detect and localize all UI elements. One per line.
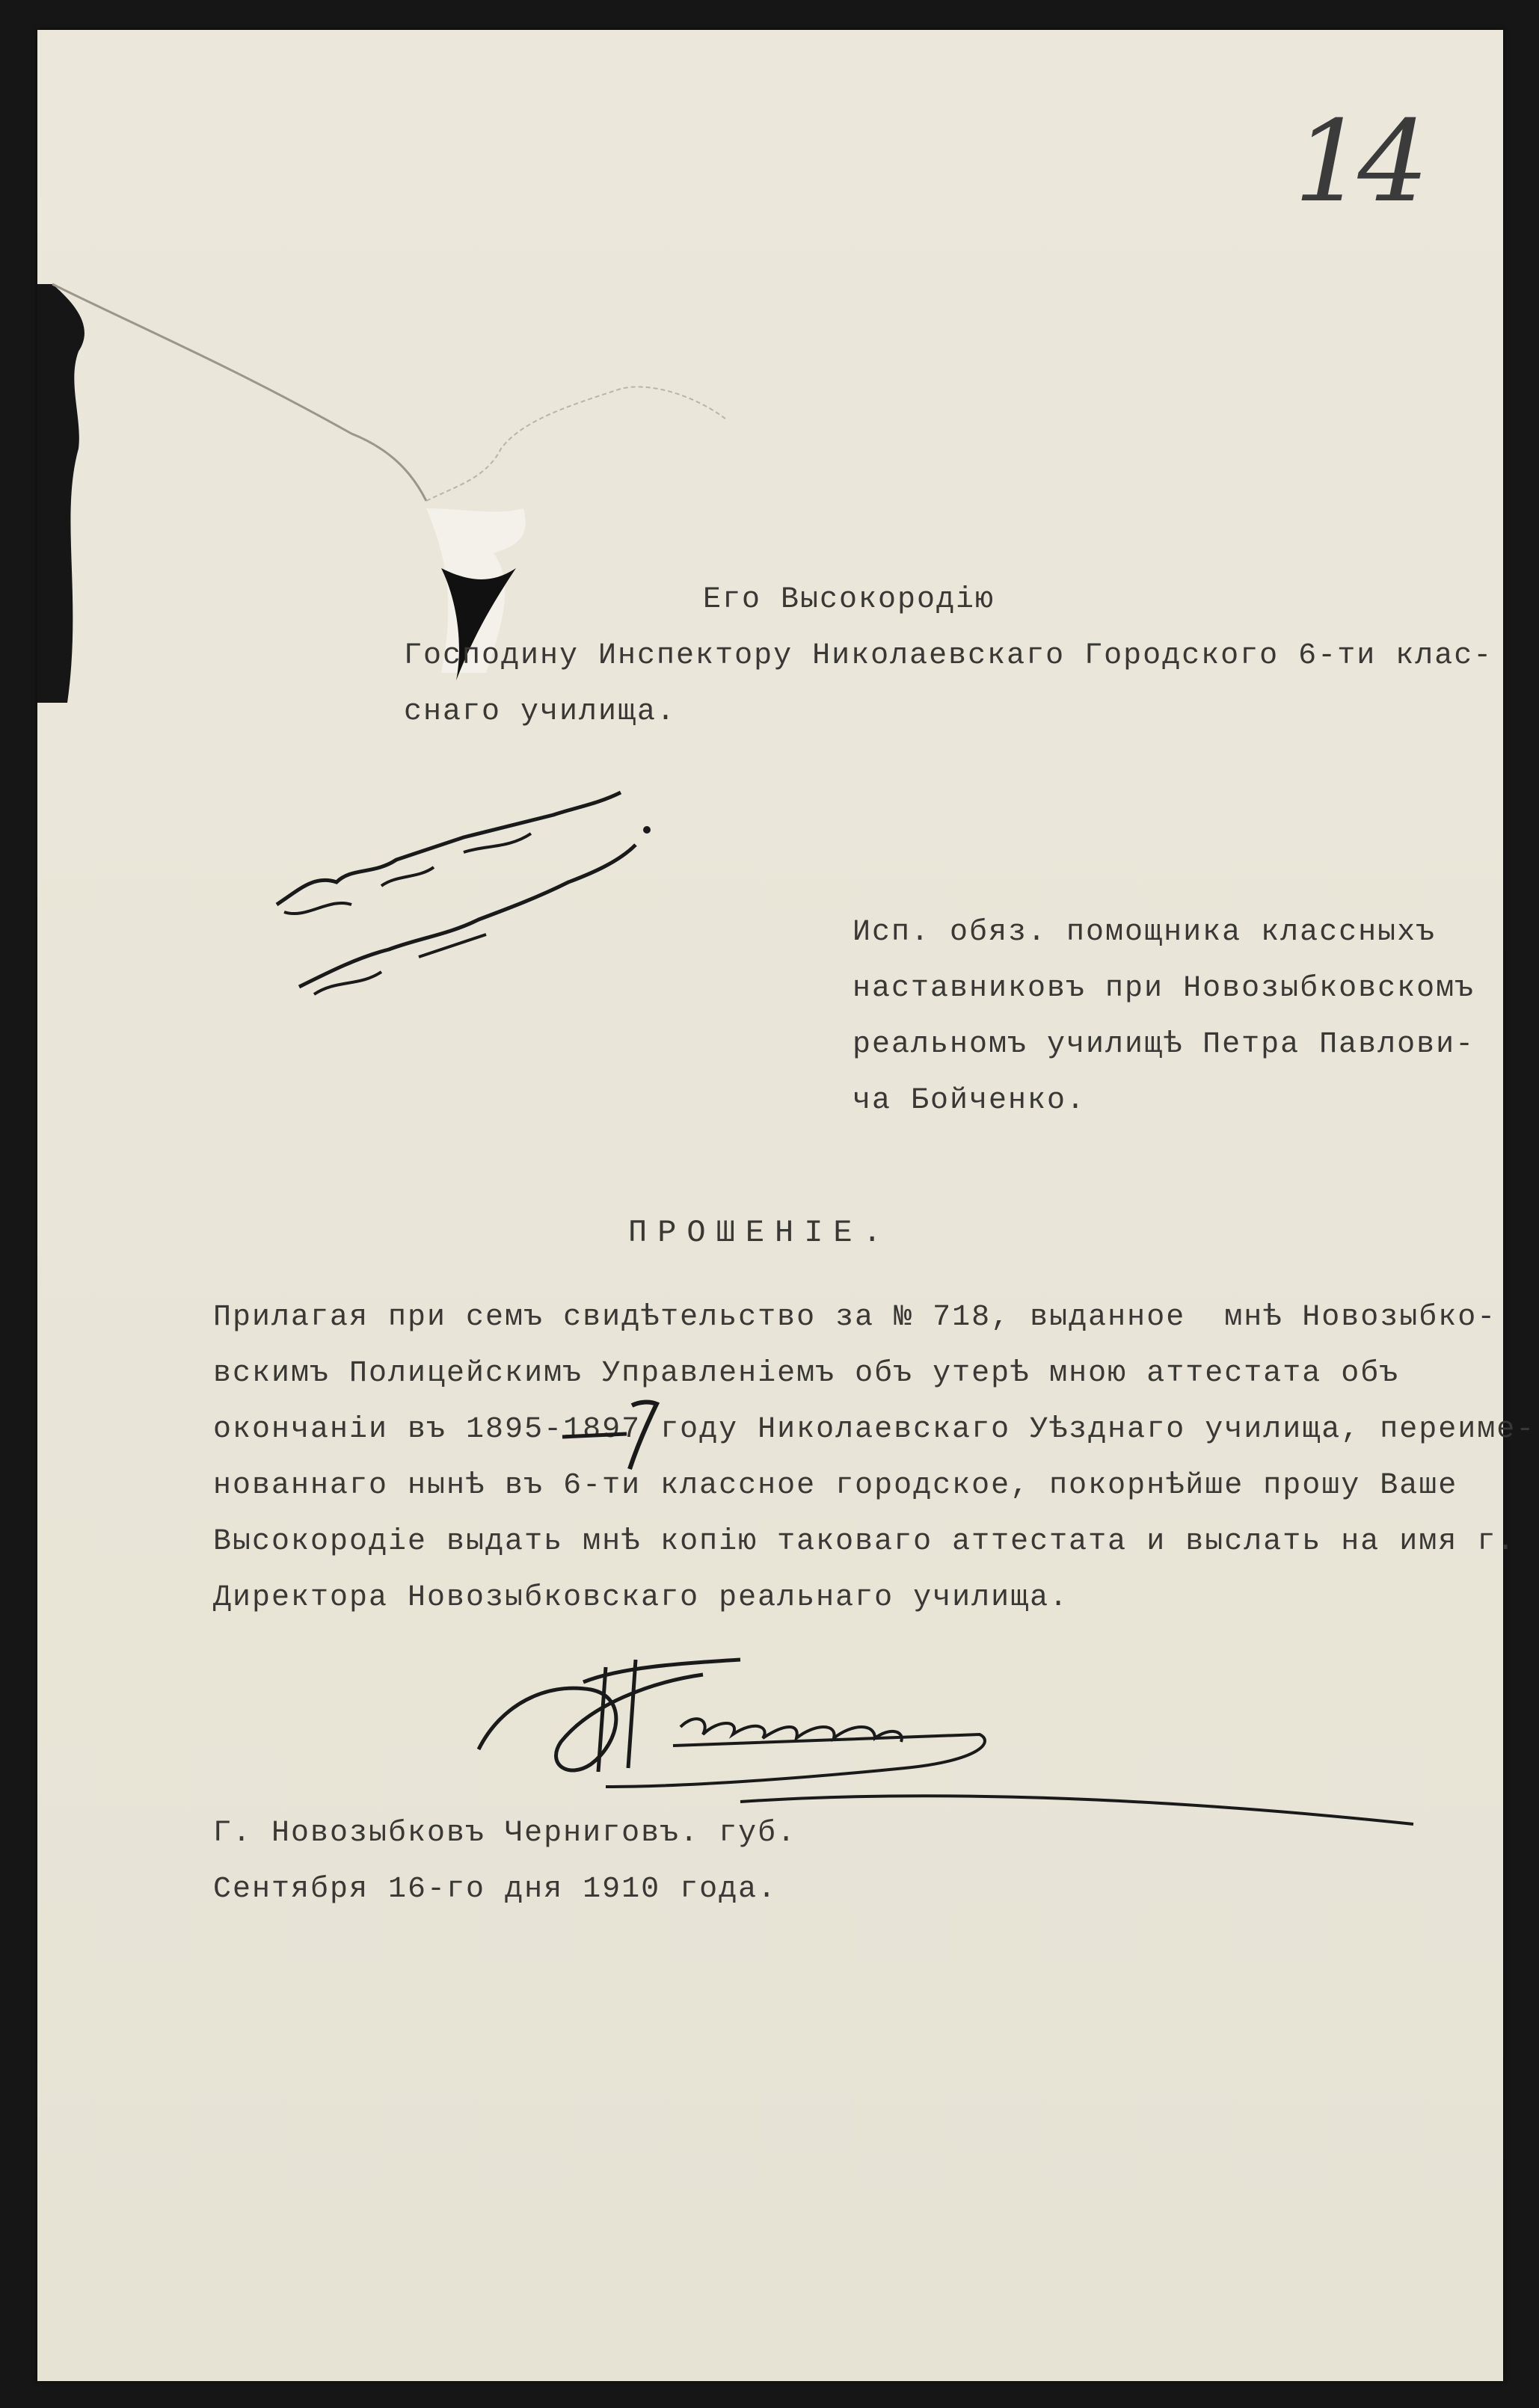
signature <box>456 1637 1428 1832</box>
body-line-2: вскимъ Полицейскимъ Управленіемъ объ утерѣ мною аттестата объ <box>213 1357 1400 1391</box>
sender-line-4: ча Бойченко. <box>853 1084 1087 1118</box>
body-line-6: Директора Новозыбковскаго реальнаго училища. <box>213 1581 1069 1615</box>
document-heading: ПРОШЕНIЕ. <box>628 1215 892 1251</box>
sender-line-1: Исп. обяз. помощника классныхъ <box>853 916 1437 949</box>
document-sheet <box>37 30 1536 2381</box>
place-line: Г. Новозыбковъ Черниговъ. губ. <box>213 1817 797 1850</box>
handwritten-correction <box>561 1391 666 1473</box>
body-line-1: Прилагая при семъ свидѣтельство за № 718, выданное мнѣ Новозыбко- <box>213 1301 1497 1334</box>
sender-line-3: реальномъ училищѣ Петра Павлови- <box>853 1028 1475 1062</box>
sender-line-2: наставниковъ при Новозыбковскомъ <box>853 972 1475 1006</box>
address-line-2: Господину Инспектору Николаевскаго Городского 6-ти клас- <box>404 639 1493 673</box>
body-line-5: Высокородіе выдать мнѣ копію таковаго аттестата и выслать на имя г. <box>213 1525 1517 1559</box>
address-line-1: Его Высокородію <box>703 583 995 617</box>
handwritten-resolution <box>269 763 658 1017</box>
address-line-3: снаго училища. <box>404 695 677 729</box>
body-line-3: окончаніи въ 1895-1897 году Николаевскаго Уѣзднаго училища, переиме- <box>213 1413 1536 1447</box>
date-line: Сентября 16-го дня 1910 года. <box>213 1873 778 1906</box>
body-line-4: нованнаго нынѣ въ 6-ти классное городское, покорнѣйше прошу Ваше <box>213 1469 1458 1503</box>
folio-number: 14 <box>1294 97 1422 227</box>
